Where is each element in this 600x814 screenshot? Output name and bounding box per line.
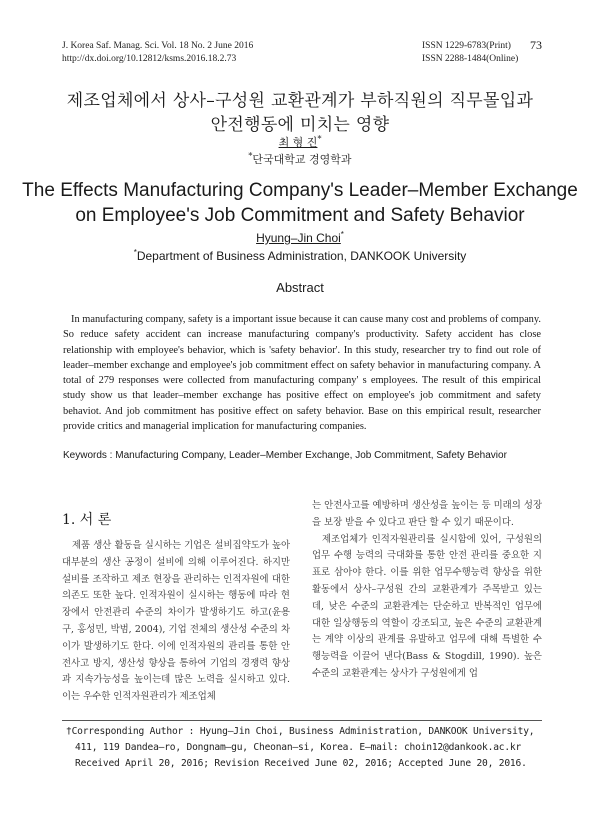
english-affiliation-mark: * — [133, 248, 137, 257]
footnote-line-3: Received April 20, 2016; Revision Received June 02, 2016; Accepted June 20, 2016. — [75, 757, 527, 769]
korean-affiliation — [0, 151, 600, 167]
english-author — [0, 230, 600, 245]
korean-title-line1: 제조업체에서 상사–구성원 교환관계가 부하직원의 직무몰입과 — [66, 91, 534, 111]
english-author-name: Hyung–Jin Choi — [256, 231, 341, 245]
footnote-divider — [62, 720, 542, 721]
footnote-line-1: †Corresponding Author : Hyung–Jin Choi, Business Administration, DANKOOK University, — [66, 726, 535, 737]
english-affiliation — [0, 248, 600, 263]
right-paragraph-2: 제조업체가 인적자원관리를 실시함에 있어, 구성원의 업무 수행 능력의 극대화를 통한 안전 관리를 중요한 지표로 삼아야 한다. 이를 위한 업무수행능력 향상을 위한 활동에서 상사–구성원 간의 교환관계가 주목받고 있는데, 낮은 수준의 교환관계는 단순하고 반복적인 업무에 대한 일상행동의 역할이 강조되고, 높은 수준의 교환관계는 계약 이상의 관계를 유발하고 업무에 대해 특별한 수행능력을 이끌어 낸다(Bass & Stogdill, 1990). 높은 수준의 교환관계는 상사가 구성원에게 업 — [312, 533, 542, 679]
korean-author-name: 최 형 진 — [278, 136, 318, 149]
english-affiliation-text: Department of Business Administration, DANKOOK University — [136, 249, 467, 263]
left-column — [62, 538, 290, 706]
english-author-mark: * — [340, 230, 344, 239]
korean-title-line2: 안전행동에 미치는 영향 — [210, 115, 390, 135]
issn-print: ISSN 1229-6783(Print) — [422, 41, 511, 51]
english-title-line1: The Effects Manufacturing Company's Leader–Member Exchange — [22, 180, 578, 201]
korean-affiliation-mark: * — [248, 151, 253, 161]
footnote — [66, 724, 546, 771]
abstract-body: In manufacturing company, safety is a important issue because it can cause many cost and problems of company. So reduce safety accident can increase manufacturing company's productivity. Safety accident has close relationship with employee's behavior, which is 'safety behavior'. In this study, researcher try to find out role of leader–member exchange and employee's job commitment effect on safety behavior in manufacturing company. A total of 279 responses were collected from manufacturing company' s employees. The result of this empirical study show us that leader–member exchange has positive effect on employee's job commitment and safety behaviot. And job commitment has positive effect on safety behavior. Base on this empirical result, researcher provide critics and managerial implication for manufacturing companies. — [63, 314, 541, 433]
keywords: Keywords : Manufacturing Company, Leader–Member Exchange, Job Commitment, Safety Behavior — [63, 450, 507, 461]
right-paragraph-1: 는 안전사고를 예방하며 생산성을 높이는 등 미래의 성장을 보장 받을 수 있다고 판단 할 수 있기 때문이다. — [312, 500, 542, 528]
doi-link[interactable]: http://dx.doi.org/10.12812/ksms.2016.18.2.73 — [62, 54, 237, 64]
footnote-line-2: 411, 119 Dandea–ro, Dongnam–gu, Cheonan–si, Korea. E–mail: choin12@dankook.ac.kr — [75, 741, 522, 753]
korean-author — [0, 134, 600, 150]
section-heading: 1. 서 론 — [62, 512, 112, 528]
korean-affiliation-text: 단국대학교 경영학과 — [252, 153, 352, 166]
left-paragraph: 제품 생산 활동을 실시하는 기업은 설비집약도가 높아 대부분의 생산 공정이 설비에 의해 이루어진다. 하지만 설비를 조작하고 제조 현장을 관리하는 인적자원에 대한 의존도 또한 높다. 인적자원이 실시하는 행동에 따라 현장에서 안전관리 수준의 차이가 발생하기도 하고(윤용구, 홍성민, 박범, 2004), 기업 전체의 생산성 수준의 차이가 발생하기도 한다. 이에 인적자원의 관리를 통한 안전사고 방지, 생산성 향상을 통하여 기업의 경쟁력 향상과 지속가능성을 높이는데 많은 노력을 실시하고 있다. 이는 우수한 인적자원관리가 제조업체 — [62, 540, 290, 703]
journal-citation: J. Korea Saf. Manag. Sci. Vol. 18 No. 2 June 2016 — [62, 41, 254, 51]
page-number: 73 — [530, 38, 542, 52]
issn-online: ISSN 2288-1484(Online) — [422, 54, 519, 64]
right-column — [312, 498, 542, 683]
english-title-line2: on Employee's Job Commitment and Safety Behavior — [75, 205, 525, 226]
korean-author-mark: * — [317, 134, 322, 144]
abstract-heading: Abstract — [276, 280, 324, 295]
